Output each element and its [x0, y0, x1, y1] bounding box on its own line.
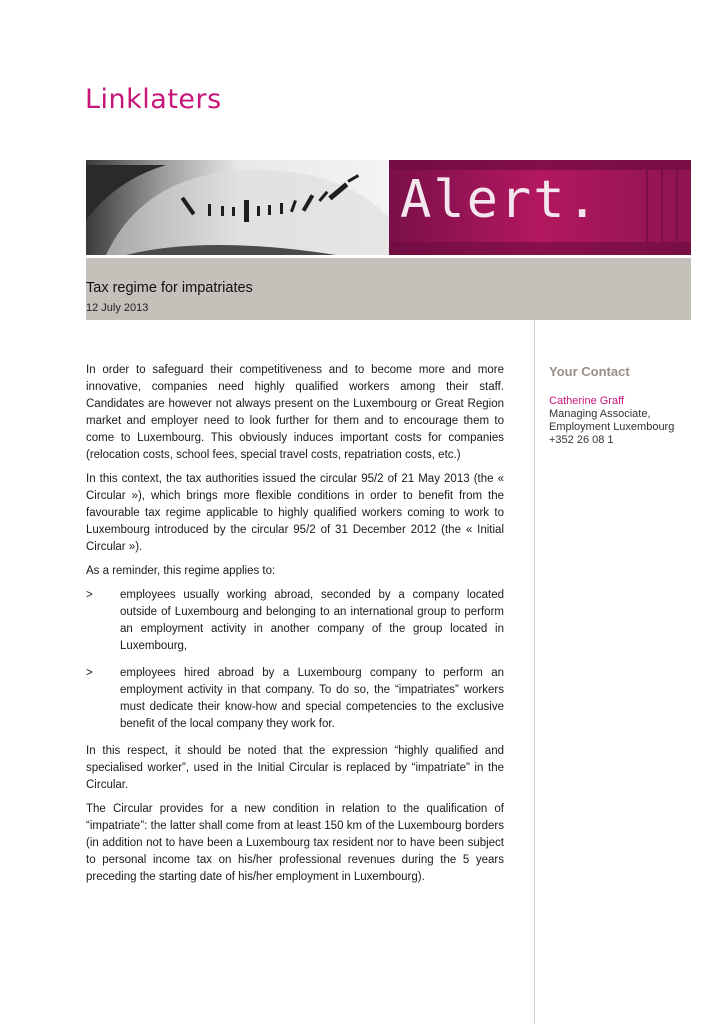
body-paragraph: As a reminder, this regime applies to:: [86, 565, 276, 577]
body-paragraph: In this context, the tax authorities issued the circular 95/2 of 21 May 2013 (the « Circular »), which brings more flexible conditions in order to benefit from the favourable tax regime applicable to highly qualified workers coming to work to Luxembourg introduced by the circular 95/2 of 31 December 2012 (the « Initial Circular »).: [86, 473, 504, 553]
bullet-item: [86, 665, 504, 733]
contact-phone: +352 26 08 1: [549, 434, 614, 446]
body-paragraph: In this respect, it should be noted that the expression “highly qualified and specialised worker”, used in the Initial Circular is replaced by “impatriate” in the Circular.: [86, 745, 504, 791]
main-content: [86, 362, 504, 893]
bullet-marker: >: [86, 667, 93, 679]
contact-heading: Your Contact: [549, 364, 630, 379]
bullet-text: employees usually working abroad, seconded by a company located outside of Luxembourg and belonging to an international group to perform an employment activity in another company of the group located in Luxembourg,: [120, 589, 504, 652]
bullet-item: [86, 587, 504, 655]
contact-name: Catherine Graff: [549, 395, 625, 407]
alert-banner: [86, 160, 691, 255]
publication-date: 12 July 2013: [86, 302, 149, 314]
page-title: Tax regime for impatriates: [86, 280, 253, 296]
contact-role: Managing Associate,: [549, 408, 651, 420]
contact-sidebar: [549, 364, 699, 447]
contact-department: Employment Luxembourg: [549, 421, 675, 433]
bullet-text: employees hired abroad by a Luxembourg company to perform an employment activity in that company. To do so, the “impatriates” workers must dedicate their know-how and special competencies to the exclusive benefit of the local company they work for.: [120, 667, 504, 730]
body-paragraph: The Circular provides for a new condition in relation to the qualification of “impatriate”: the latter shall come from at least 150 km of the Luxembourg borders (in addition not to have been a Luxembourg tax resident nor to have been subject to personal income tax on his/her professional revenues during the 5 years preceding the starting date of his/her employment in Luxembourg).: [86, 803, 504, 883]
title-bar: [86, 258, 691, 320]
linklaters-logo: Linklaters: [85, 84, 222, 115]
body-paragraph: In order to safeguard their competitiveness and to become more and more innovative, companies need highly qualified workers among their staff. Candidates are however not always present on the Luxembourg or Great Region market and employer need to look further for them and to encourage them to come to Luxembourg. This obviously induces important costs for companies (relocation costs, school fees, special travel costs, repatriation costs, etc.): [86, 364, 504, 461]
clock-banner-image: [86, 160, 691, 255]
alert-banner-text: Alert.: [400, 170, 600, 230]
column-divider: [534, 320, 535, 1024]
bullet-marker: >: [86, 589, 93, 601]
